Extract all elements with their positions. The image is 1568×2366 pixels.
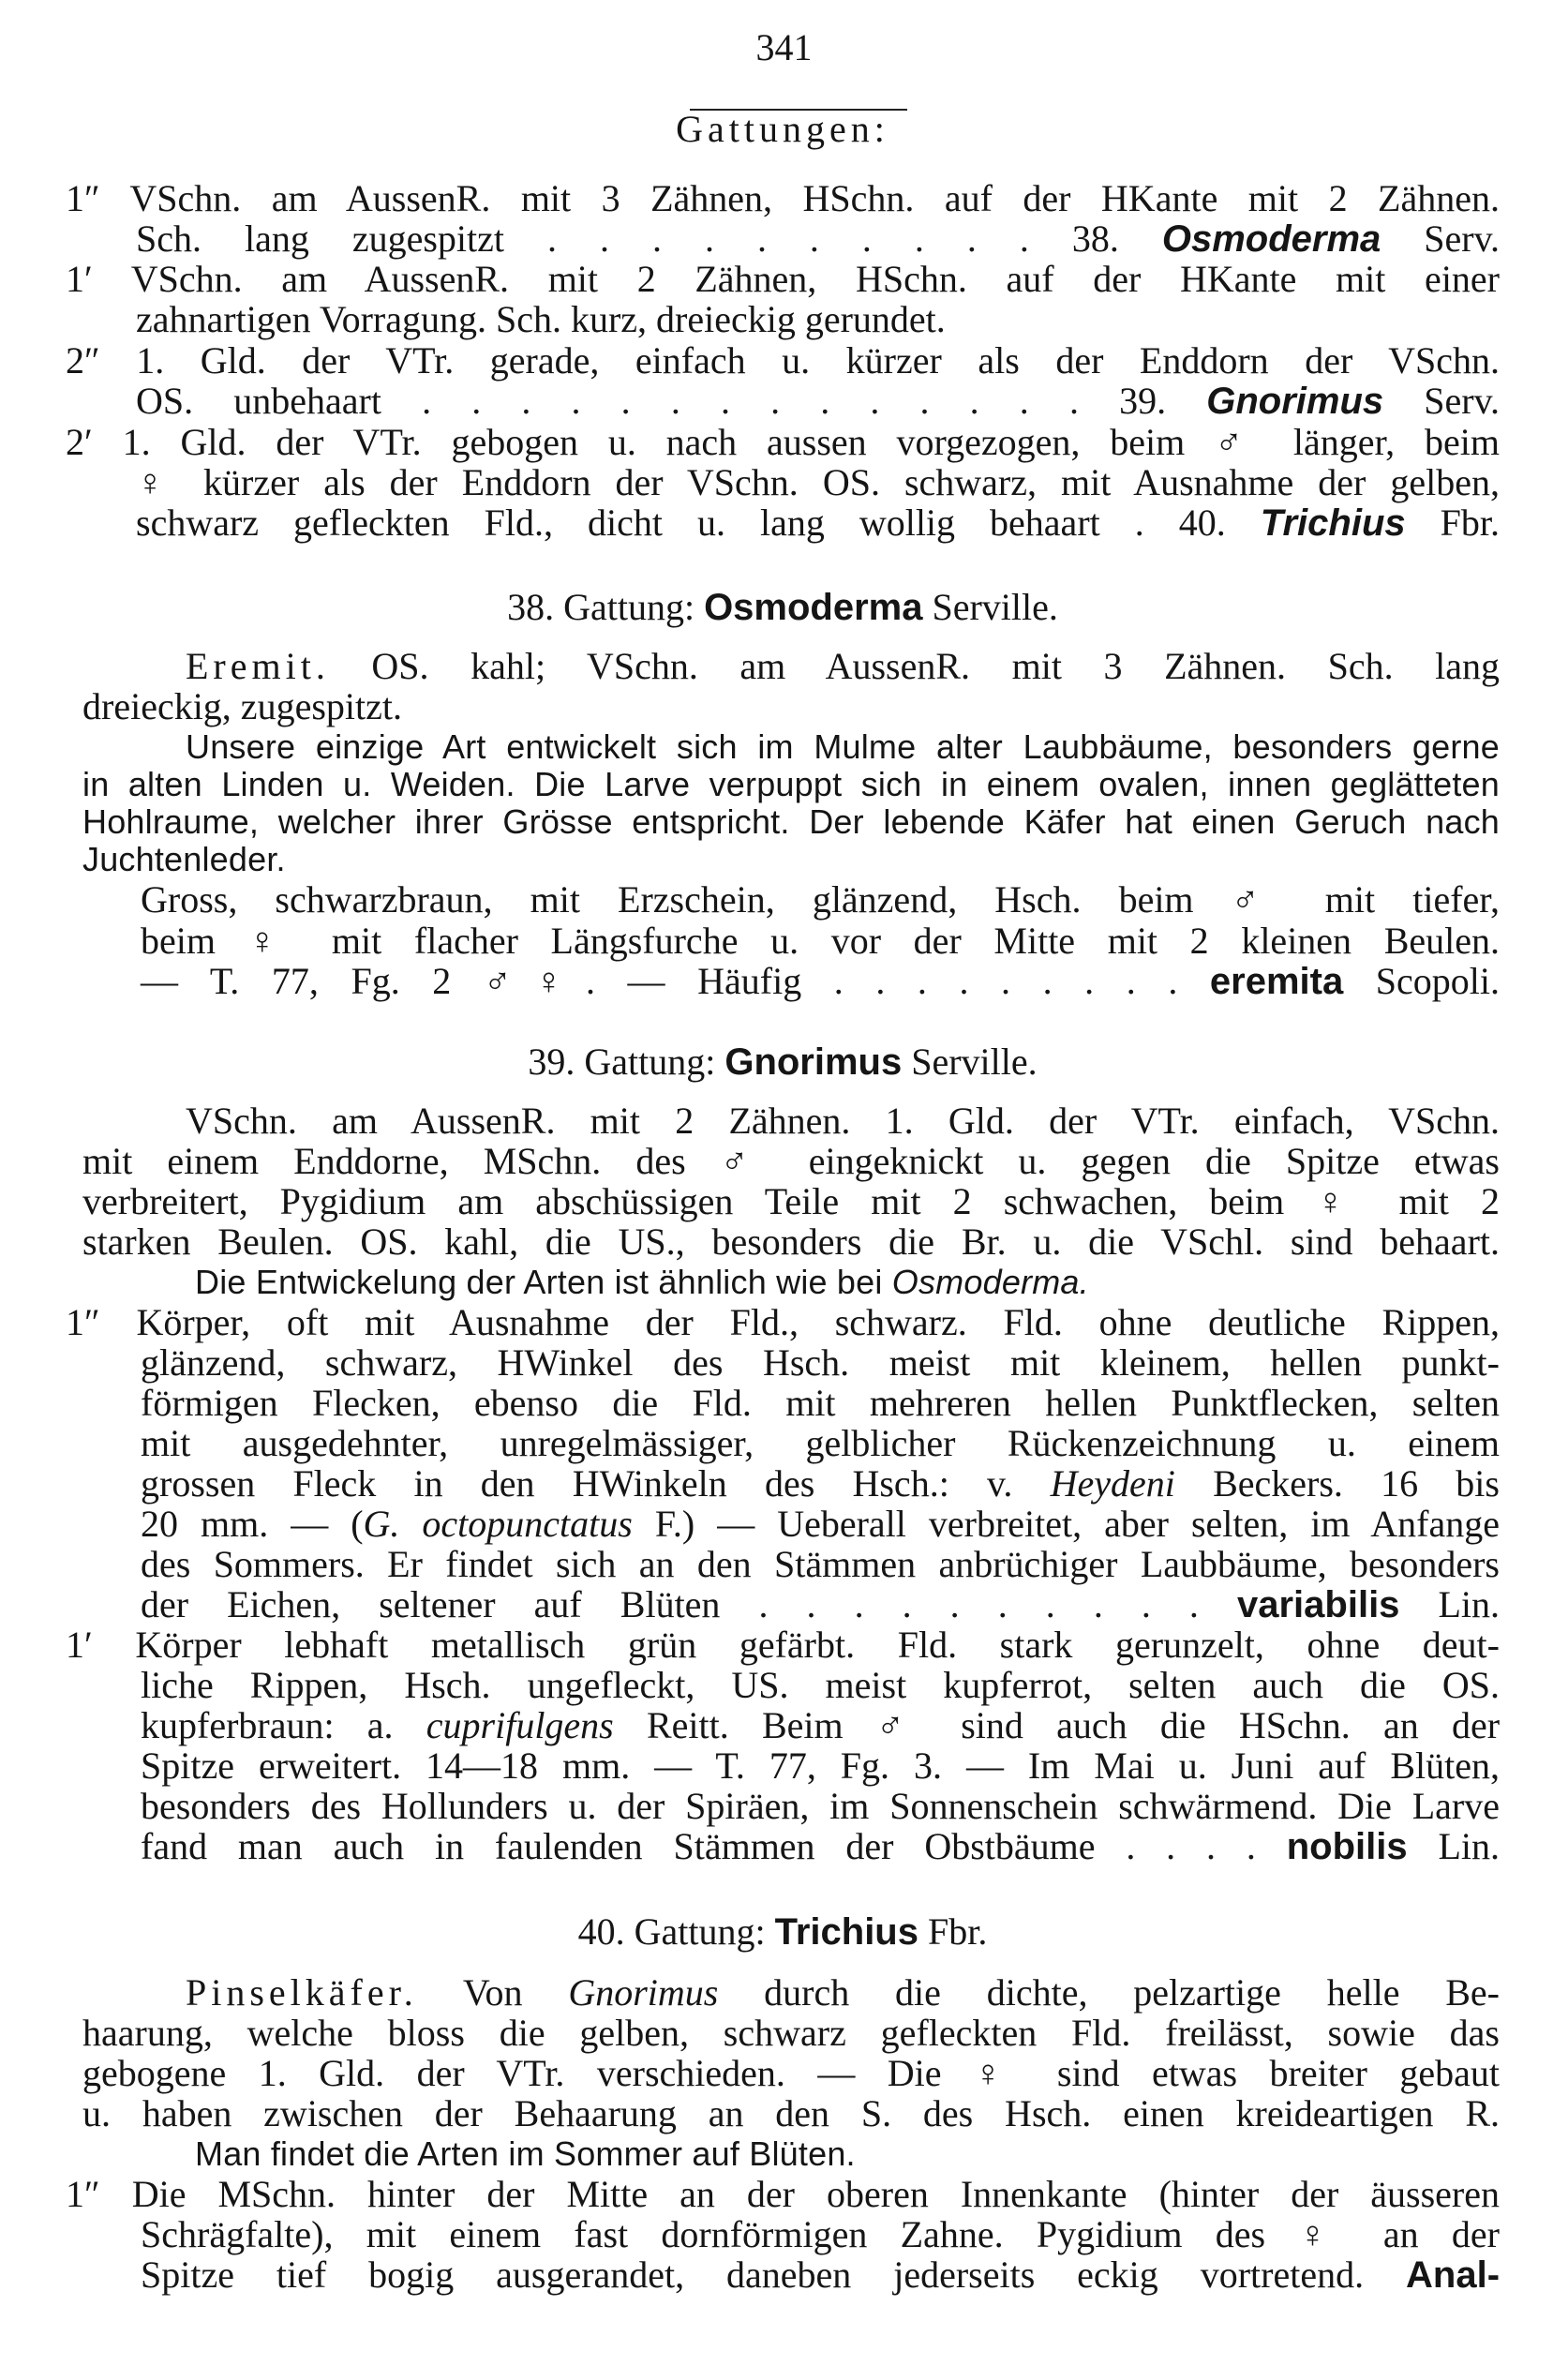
key-line: Sch. lang zugespitzt . . . . . . . . . . 38. Osmoderma Serv. bbox=[136, 217, 1501, 260]
section-heading-gnorimus: 39. Gattung: Gnorimus Serville. bbox=[528, 1041, 1038, 1083]
variety-name: Heydeni bbox=[1050, 1462, 1175, 1505]
body-line: grossen Fleck in den HWinkeln des Hsch.: v. Heydeni Beckers. 16 bis bbox=[141, 1462, 1500, 1505]
continued-word: Anal- bbox=[1406, 2254, 1501, 2296]
body-line: u. haben zwischen der Behaarung an den S. des Hsch. einen kreideartigen R. bbox=[82, 2092, 1500, 2134]
key-line: 1′ VSchn. am AussenR. mit 2 Zähnen, HSchn. auf der HKante mit einer bbox=[66, 258, 1500, 300]
body-line: Gross, schwarzbraun, mit Erzschein, glänzend, Hsch. beim ♂ mit tiefer, bbox=[141, 878, 1500, 921]
key-line: 1″ VSchn. am AussenR. mit 3 Zähnen, HSchn. auf der HKante mit 2 Zähnen. bbox=[66, 177, 1500, 219]
species-name: nobilis bbox=[1286, 1826, 1408, 1867]
body-line: Schrägfalte), mit einem fast dornförmigen Zahne. Pygidium des ♀ an der bbox=[141, 2213, 1500, 2255]
couplet-marker: 2″ bbox=[66, 339, 100, 382]
body-line: fand man auch in faulenden Stämmen der Obstbäume . . . . nobilis Lin. bbox=[141, 1825, 1500, 1867]
section-heading-osmoderma: 38. Gattung: Osmoderma Serville. bbox=[507, 586, 1058, 628]
couplet-marker: 1″ bbox=[66, 177, 100, 219]
genus-name: Trichius bbox=[1260, 502, 1406, 544]
key-line: 2″ 1. Gld. der VTr. gerade, einfach u. kürzer als der Enddorn der VSchn. bbox=[66, 339, 1500, 382]
body-line: VSchn. am AussenR. mit 2 Zähnen. 1. Gld. der VTr. einfach, VSchn. bbox=[186, 1100, 1500, 1142]
body-line: 1″ Körper, oft mit Ausnahme der Fld., schwarz. Fld. ohne deutliche Rippen, bbox=[66, 1301, 1501, 1343]
small-text-line: Hohlraume, welcher ihrer Grösse entspricht. Der lebende Käfer hat einen Geruch nach bbox=[82, 802, 1500, 841]
body-line: gebogene 1. Gld. der VTr. verschieden. — Die ♀ sind etwas breiter gebaut bbox=[82, 2052, 1500, 2094]
genus-name: Osmoderma. bbox=[891, 1263, 1089, 1301]
key-heading: Gattungen: bbox=[676, 108, 889, 150]
small-text-line: Man findet die Arten im Sommer auf Blüten. bbox=[195, 2134, 856, 2173]
small-text-line: Juchtenleder. bbox=[82, 840, 286, 878]
body-line: mit einem Enddorne, MSchn. des ♂ eingeknickt u. gegen die Spitze etwas bbox=[82, 1140, 1500, 1182]
body-line: Eremit. OS. kahl; VSchn. am AussenR. mit 3 Zähnen. Sch. lang bbox=[186, 645, 1500, 687]
body-line: mit ausgedehnter, unregelmässiger, gelblicher Rückenzeichnung u. einem bbox=[141, 1422, 1500, 1464]
body-line: verbreitert, Pygidium am abschüssigen Teile mit 2 schwachen, beim ♀ mit 2 bbox=[82, 1180, 1500, 1222]
body-line: Pinselkäfer. Von Gnorimus durch die dichte, pelzartige helle Be- bbox=[186, 1971, 1500, 2014]
key-line: OS. unbehaart . . . . . . . . . . . . . . 39. Gnorimus Serv. bbox=[136, 380, 1500, 422]
body-line: 1′ Körper lebhaft metallisch grün gefärbt. Fld. stark gerunzelt, ohne deut- bbox=[66, 1624, 1500, 1666]
couplet-marker: 1″ bbox=[66, 1301, 100, 1343]
key-line: ♀ kürzer als der Enddorn der VSchn. OS. schwarz, mit Ausnahme der gelben, bbox=[136, 461, 1500, 503]
body-line: dreieckig, zugespitzt. bbox=[82, 685, 402, 727]
page-number: 341 bbox=[755, 26, 813, 68]
body-line: förmigen Flecken, ebenso die Fld. mit mehreren hellen Punktflecken, selten bbox=[141, 1382, 1500, 1424]
key-line: zahnartigen Vorragung. Sch. kurz, dreieckig gerundet. bbox=[136, 298, 946, 340]
small-text-line: Die Entwickelung der Arten ist ähnlich wie bei Osmoderma. bbox=[195, 1263, 1089, 1301]
common-name: Eremit. bbox=[186, 645, 330, 687]
couplet-marker: 1″ bbox=[66, 2173, 100, 2215]
section-heading-trichius: 40. Gattung: Trichius Fbr. bbox=[577, 1910, 988, 1953]
species-name: eremita bbox=[1209, 961, 1344, 1002]
key-line: schwarz gefleckten Fld., dicht u. lang wollig behaart . 40. Trichius Fbr. bbox=[136, 502, 1501, 544]
genus-name: Gnorimus bbox=[1206, 381, 1384, 422]
synonym-name: G. octopunctatus bbox=[363, 1503, 633, 1545]
body-line: 1″ Die MSchn. hinter der Mitte an der oberen Innenkante (hinter der äusseren bbox=[66, 2173, 1501, 2215]
body-line: 20 mm. — (G. octopunctatus F.) — Ueberall verbreitet, aber selten, im Anfange bbox=[141, 1503, 1501, 1545]
genus-name: Osmoderma bbox=[1161, 218, 1381, 260]
body-line: Spitze erweitert. 14—18 mm. — T. 77, Fg. 3. — Im Mai u. Juni auf Blüten, bbox=[141, 1745, 1500, 1787]
small-text-line: in alten Linden u. Weiden. Die Larve verpuppt sich in einem ovalen, innen geglätteten bbox=[82, 765, 1500, 803]
body-line: liche Rippen, Hsch. ungefleckt, US. meist kupferrot, selten auch die OS. bbox=[141, 1664, 1500, 1706]
body-line: haarung, welche bloss die gelben, schwarz gefleckten Fld. freilässt, sowie das bbox=[82, 2012, 1500, 2054]
key-line: 2′ 1. Gld. der VTr. gebogen u. nach aussen vorgezogen, beim ♂ länger, beim bbox=[66, 421, 1501, 463]
couplet-marker: 1′ bbox=[66, 258, 93, 300]
body-line: starken Beulen. OS. kahl, die US., besonders die Br. u. die VSchl. sind behaart. bbox=[82, 1220, 1500, 1263]
body-line: der Eichen, seltener auf Blüten . . . . . . . . . . variabilis Lin. bbox=[141, 1583, 1501, 1625]
genus-name: Trichius bbox=[774, 1911, 918, 1953]
small-text-line: Unsere einzige Art entwickelt sich im Mulme alter Laubbäume, besonders gerne bbox=[186, 727, 1500, 766]
body-line: Spitze tief bogig ausgerandet, daneben jederseits eckig vortretend. Anal- bbox=[141, 2254, 1501, 2296]
couplet-marker: 1′ bbox=[66, 1624, 93, 1666]
body-line: beim ♀ mit flacher Längsfurche u. vor der Mitte mit 2 kleinen Beulen. bbox=[141, 920, 1500, 962]
body-line: — T. 77, Fg. 2 ♂♀. — Häufig . . . . . . . . . eremita Scopoli. bbox=[141, 960, 1501, 1002]
aberration-name: cuprifulgens bbox=[426, 1704, 614, 1746]
couplet-marker: 2′ bbox=[66, 421, 93, 463]
genus-name: Gnorimus bbox=[724, 1041, 903, 1083]
genus-name: Gnorimus bbox=[568, 1971, 719, 2014]
body-line: glänzend, schwarz, HWinkel des Hsch. meist mit kleinem, hellen punkt- bbox=[141, 1341, 1500, 1384]
common-name: Pinselkäfer. bbox=[186, 1971, 418, 2014]
body-line: kupferbraun: a. cuprifulgens Reitt. Beim ♂ sind auch die HSchn. an der bbox=[141, 1704, 1501, 1746]
genus-name: Osmoderma bbox=[704, 587, 923, 628]
body-line: des Sommers. Er findet sich an den Stämmen anbrüchiger Laubbäume, besonders bbox=[141, 1543, 1500, 1585]
species-name: variabilis bbox=[1236, 1584, 1400, 1625]
body-line: besonders des Hollunders u. der Spiräen, im Sonnenschein schwärmend. Die Larve bbox=[141, 1785, 1500, 1827]
